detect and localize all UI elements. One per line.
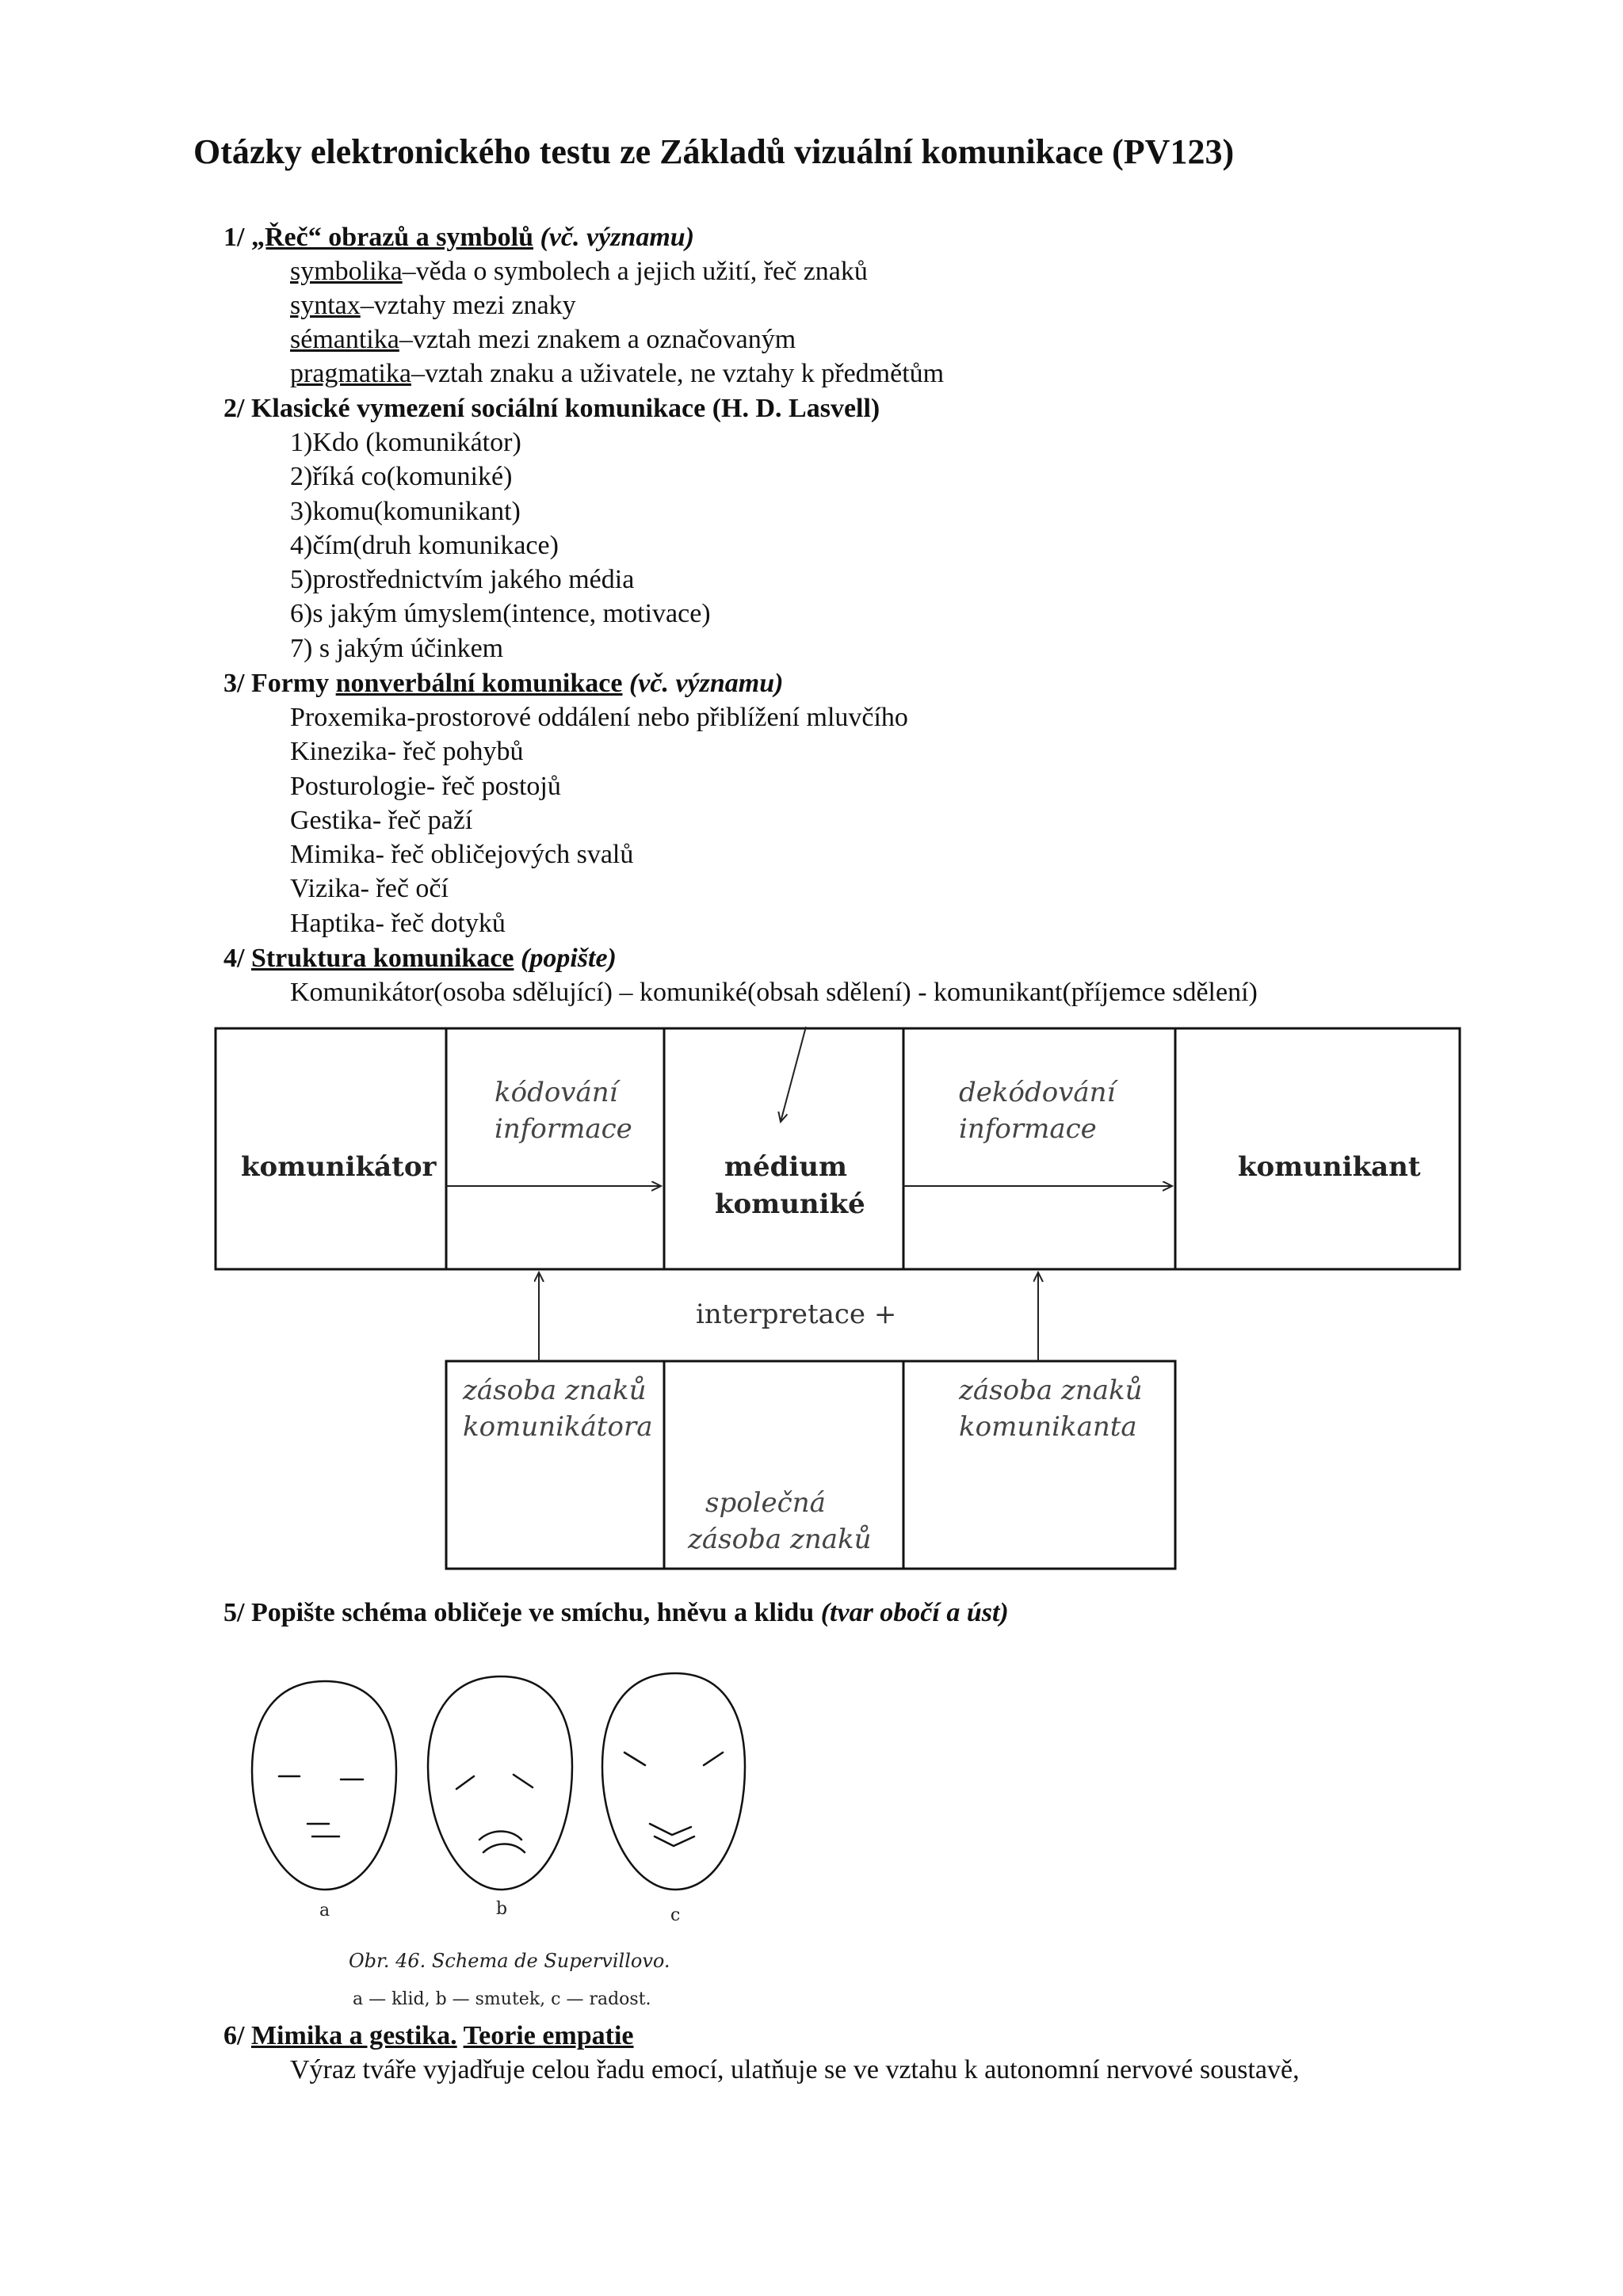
question-2-heading: 2/ Klasické vymezení sociální komunikace (H. D. Lasvell): [223, 394, 880, 423]
q2-item: 1)Kdo (komunikátor): [290, 428, 521, 457]
kodovani-label: kódování: [495, 1077, 618, 1108]
dekodovani-label: dekódování: [959, 1077, 1116, 1108]
zasoba-komunikatora-label: zásoba znaků: [463, 1375, 647, 1406]
q1-title: „Řeč“ obrazů a symbolů: [250, 223, 534, 252]
q1-number: 1/: [223, 223, 245, 252]
q5-title: 5/ Popište schéma obličeje ve smíchu, hněvu a klidu: [223, 1598, 815, 1627]
q3-item: Gestika- řeč paží: [290, 806, 473, 835]
q5-note: (tvar obočí a úst): [820, 1598, 1009, 1627]
q3-number: 3/ Formy: [223, 669, 330, 698]
q6-text: Výraz tváře vyjadřuje celou řadu emocí, ulatňuje se ve vztahu k autonomní nervové soustavě,: [290, 2055, 1300, 2084]
q4-note: (popište): [521, 944, 617, 973]
q3-item: Posturologie- řeč postojů: [290, 772, 561, 801]
q4-number: 4/: [223, 944, 245, 973]
zasoba-komunikanta-label: zásoba znaků: [959, 1375, 1143, 1406]
zasoba-komunikatora-label: komunikátora: [463, 1411, 653, 1443]
q1-item: sémantika–vztah mezi znakem a označovaným: [290, 325, 796, 354]
q1-item: syntax–vztahy mezi znaky: [290, 291, 576, 320]
faces-legend: a — klid, b — smutek, c — radost.: [353, 1989, 651, 2009]
q1-item: pragmatika–vztah znaku a uživatele, ne vztahy k předmětům: [290, 359, 945, 388]
spolecna-zasoba-label: společná: [705, 1487, 826, 1519]
question-6-heading: [223, 2020, 634, 2052]
spolecna-zasoba-label: zásoba znaků: [688, 1524, 872, 1555]
zasoba-komunikanta-label: komunikanta: [959, 1411, 1137, 1443]
medium-label: komuniké: [715, 1188, 865, 1220]
q3-item: Vizika- řeč očí: [290, 874, 449, 903]
q3-item: Proxemika-prostorové oddálení nebo přiblížení mluvčího: [290, 703, 908, 732]
kodovani-label: informace: [495, 1113, 632, 1145]
q2-item: 2)říká co(komuniké): [290, 462, 513, 491]
q2-item: 6)s jakým úmyslem(intence, motivace): [290, 599, 711, 628]
face-b-label: b: [496, 1899, 508, 1919]
q4-title: Struktura komunikace: [250, 944, 514, 973]
face-a: [252, 1681, 396, 1890]
face-c-label: c: [670, 1905, 681, 1925]
face-b: [428, 1676, 572, 1890]
q2-item: 5)prostřednictvím jakého média: [290, 565, 635, 594]
q1-note: (vč. významu): [540, 223, 695, 252]
q6-number: 6/: [223, 2021, 245, 2050]
face-a-label: a: [319, 1901, 330, 1920]
document-title: Otázky elektronického testu ze Základů vizuální komunikace (PV123): [193, 132, 1235, 171]
q2-item: 7) s jakým účinkem: [290, 634, 504, 663]
face-c: [602, 1673, 745, 1890]
q6-title-1: Mimika a gestika.: [250, 2021, 457, 2050]
faces-caption: Obr. 46. Schema de Supervillovo.: [349, 1950, 670, 1972]
q4-text: Komunikátor(osoba sdělující) – komuniké(obsah sdělení) - komunikant(příjemce sdělení): [290, 978, 1258, 1007]
q2-item: 4)čím(druh komunikace): [290, 531, 559, 560]
q2-item: 3)komu(komunikant): [290, 497, 521, 526]
interpretace-label: interpretace +: [696, 1299, 897, 1330]
komunikator-label: komunikátor: [241, 1151, 437, 1183]
q1-item: symbolika–věda o symbolech a jejich užití, řeč znaků: [290, 257, 868, 286]
q3-item: Kinezika- řeč pohybů: [290, 737, 524, 766]
dekodovani-label: informace: [959, 1113, 1097, 1145]
komunikant-label: komunikant: [1238, 1151, 1421, 1183]
q3-title: nonverbální komunikace: [335, 669, 623, 698]
q6-title-2: Teorie empatie: [463, 2021, 634, 2050]
medium-label: médium: [724, 1151, 847, 1183]
q3-item: Mimika- řeč obličejových svalů: [290, 840, 634, 869]
q3-item: Haptika- řeč dotyků: [290, 909, 506, 938]
q3-note: (vč. významu): [628, 669, 784, 698]
